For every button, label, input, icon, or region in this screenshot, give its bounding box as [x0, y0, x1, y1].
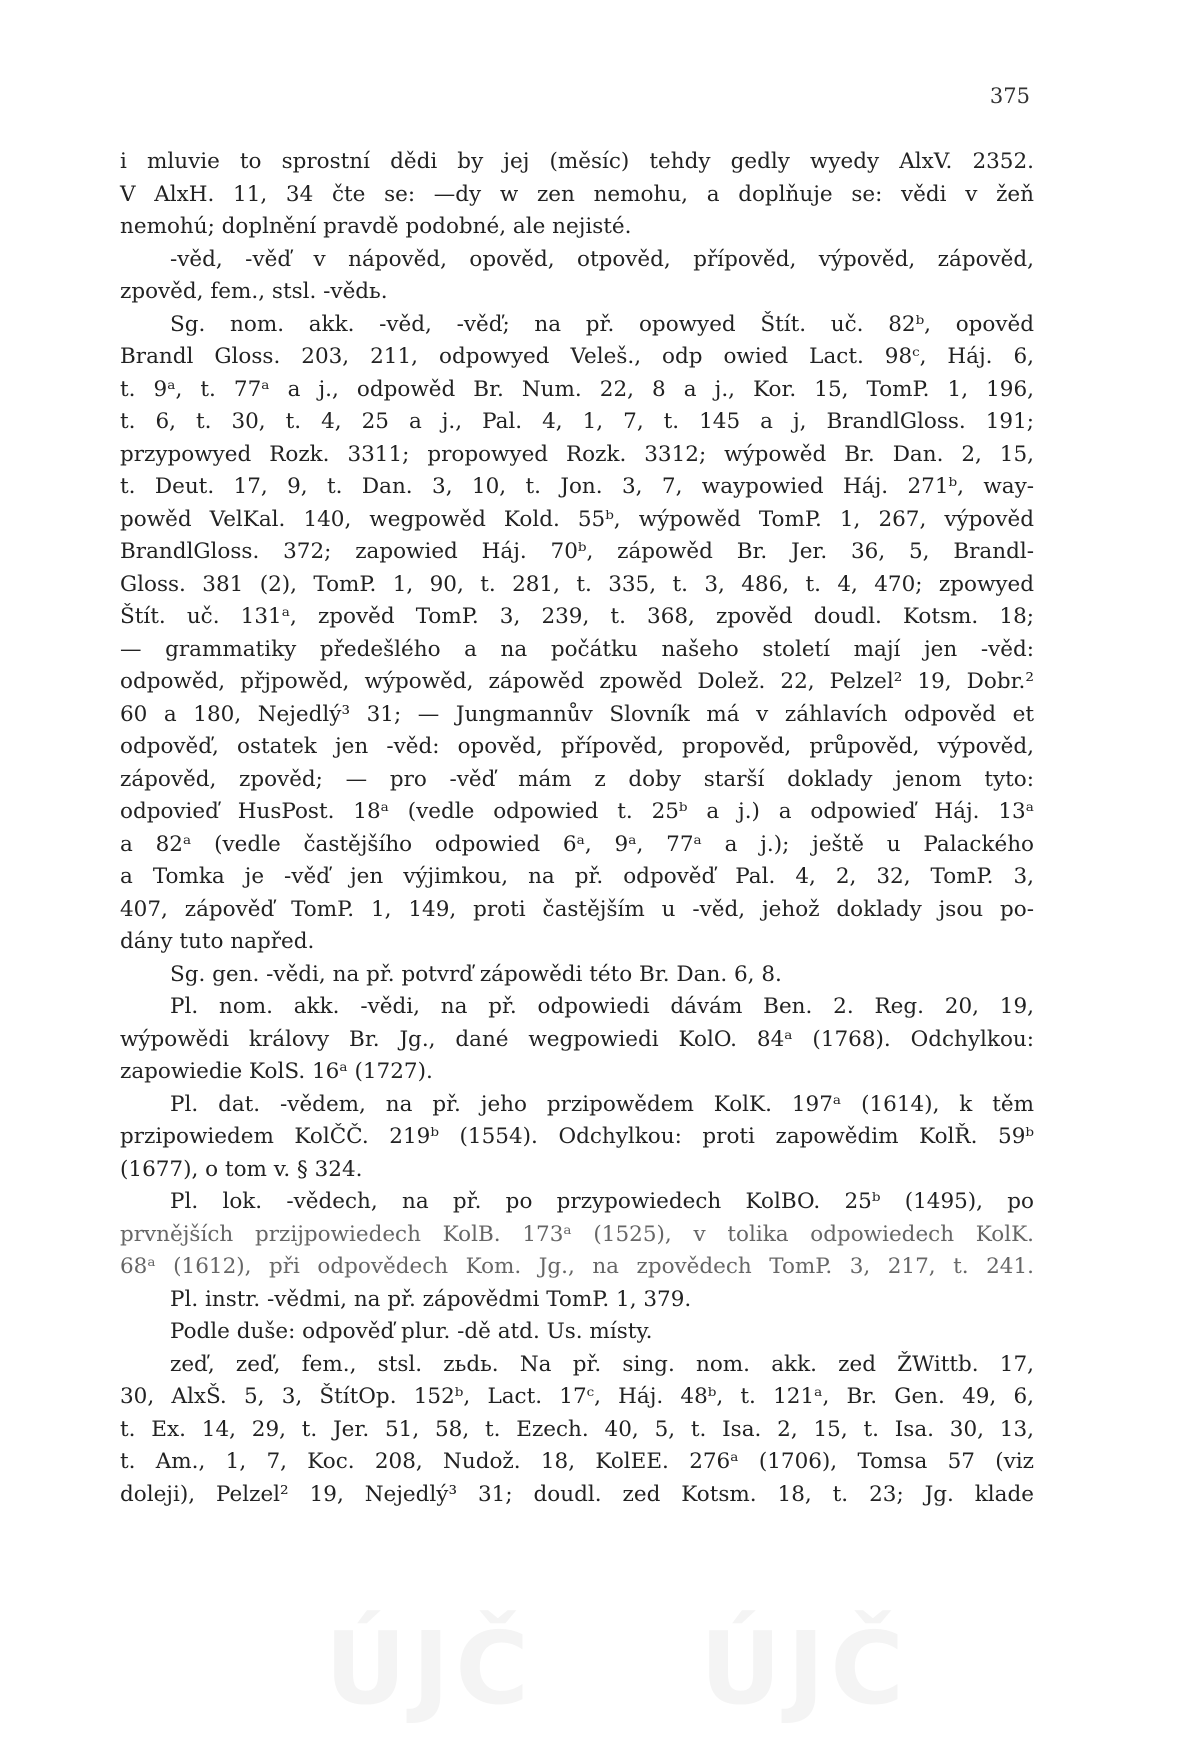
text-line: doleji), Pelzel² 19, Nejedlý³ 31; doudl. zed Kotsm. 18, t. 23; Jg. klade: [120, 1481, 1034, 1507]
dictionary-text: [120, 146, 1034, 1511]
text-line: t. Am., 1, 7, Koc. 208, Nudož. 18, KolEE. 276ᵃ (1706), Tomsa 57 (viz: [120, 1449, 1034, 1474]
text-line: -věd, -věď v nápověd, opověd, otpověd, přípověd, výpověd, zápověd,: [170, 246, 1034, 272]
watermark: [0, 1610, 1200, 1730]
text-line: 60 a 180, Nejedlý³ 31; — Jungmannův Slovník má v záhlavích odpověd et: [120, 701, 1034, 727]
text-line: przypowyed Rozk. 3311; propowyed Rozk. 3312; wýpowěd Br. Dan. 2, 15,: [120, 441, 1034, 467]
text-line: nemohú; doplnění pravdě podobné, ale nejisté.: [120, 214, 632, 239]
text-line: odpowěd, přjpowěd, wýpowěd, zápowěd zpowěd Dolež. 22, Pelzel² 19, Dobr.²: [120, 669, 1034, 694]
text-line: 30, AlxŠ. 5, 3, ŠtítOp. 152ᵇ, Lact. 17ᶜ, Háj. 48ᵇ, t. 121ᵃ, Br. Gen. 49, 6,: [120, 1384, 1034, 1409]
text-line: Štít. uč. 131ᵃ, zpověd TomP. 3, 239, t. 368, zpověd doudl. Kotsm. 18;: [120, 604, 1034, 629]
text-line: Pl. nom. akk. -vědi, na př. odpowiedi dávám Ben. 2. Reg. 20, 19,: [170, 994, 1034, 1019]
text-line: Pl. lok. -vědech, na př. po przypowiedech KolBO. 25ᵇ (1495), po: [170, 1189, 1034, 1214]
text-line: t. Ex. 14, 29, t. Jer. 51, 58, t. Ezech. 40, 5, t. Isa. 2, 15, t. Isa. 30, 13,: [120, 1416, 1034, 1442]
text-line: 407, zápověď TomP. 1, 149, proti častějším u -věd, jehož doklady jsou po-: [120, 896, 1034, 922]
text-line: odpovieď HusPost. 18ᵃ (vedle odpowied t. 25ᵇ a j.) a odpowieď Háj. 13ᵃ: [120, 799, 1034, 824]
text-line: powěd VelKal. 140, wegpowěd Kold. 55ᵇ, wýpowěd TomP. 1, 267, výpověd: [120, 506, 1034, 532]
text-line: Brandl Gloss. 203, 211, odpowyed Veleš., odp owied Lact. 98ᶜ, Háj. 6,: [120, 344, 1034, 369]
text-line: t. 9ᵃ, t. 77ᵃ a j., odpowěd Br. Num. 22, 8 a j., Kor. 15, TomP. 1, 196,: [120, 376, 1034, 402]
text-line: Pl. instr. -vědmi, na př. zápovědmi TomP. 1, 379.: [170, 1286, 692, 1312]
text-line: t. 6, t. 30, t. 4, 25 a j., Pal. 4, 1, 7, t. 145 a j, BrandlGloss. 191;: [120, 409, 1034, 434]
text-line: a Tomka je -věď jen výjimkou, na př. odpověď Pal. 4, 2, 32, TomP. 3,: [120, 864, 1034, 889]
text-line: odpověď, ostatek jen -věd: opověd, přípověd, propověd, průpověd, výpověd,: [120, 734, 1034, 759]
text-line: zeď, zeď, fem., stsl. zьdь. Na př. sing. nom. akk. zed ŽWittb. 17,: [170, 1351, 1034, 1377]
text-line: (1677), o tom v. § 324.: [120, 1156, 363, 1182]
text-line: 68ᵃ (1612), při odpovědech Kom. Jg., na zpovědech TomP. 3, 217, t. 241.: [120, 1254, 1034, 1279]
text-line: zapowiedie KolS. 16ᵃ (1727).: [120, 1059, 433, 1084]
text-line: Gloss. 381 (2), TomP. 1, 90, t. 281, t. 335, t. 3, 486, t. 4, 470; zpowyed: [120, 571, 1034, 597]
text-line: dány tuto napřed.: [120, 929, 315, 954]
text-line: a 82ᵃ (vedle častějšího odpowied 6ᵃ, 9ᵃ, 77ᵃ a j.); ještě u Palackého: [120, 831, 1034, 857]
text-line: Sg. nom. akk. -věd, -věď; na př. opowyed Štít. uč. 82ᵇ, opověd: [170, 311, 1034, 337]
text-line: zápověd, zpověd; — pro -věď mám z doby starší doklady jenom tyto:: [120, 766, 1034, 792]
text-line: BrandlGloss. 372; zapowied Háj. 70ᵇ, zápowěd Br. Jer. 36, 5, Brandl-: [120, 539, 1034, 564]
page-number: 375: [989, 84, 1030, 108]
text-line: zpověd, fem., stsl. -vědь.: [120, 279, 388, 304]
text-line: prvnějších przijpowiedech KolB. 173ᵃ (1525), v tolika odpowiedech KolK.: [120, 1221, 1034, 1247]
text-line: Sg. gen. -vědi, na př. potvrď zápowědi této Br. Dan. 6, 8.: [170, 961, 782, 987]
text-line: — grammatiky předešlého a na počátku našeho století mají jen -věd:: [120, 636, 1034, 662]
text-line: i mluvie to sprostní dědi by jej (měsíc) tehdy gedly wyedy AlxV. 2352.: [120, 149, 1034, 174]
watermark-logo-left: ÚJČ: [325, 1610, 535, 1727]
text-line: przipowiedem KolČČ. 219ᵇ (1554). Odchylkou: proti zapowědim KolŘ. 59ᵇ: [120, 1124, 1034, 1149]
text-line: Pl. dat. -vědem, na př. jeho przipowědem KolK. 197ᵃ (1614), k těm: [170, 1091, 1034, 1117]
text-line: Podle duše: odpověď plur. -dě atd. Us. místy.: [170, 1319, 653, 1344]
text-line: wýpowědi královy Br. Jg., dané wegpowiedi KolO. 84ᵃ (1768). Odchylkou:: [120, 1026, 1034, 1052]
text-line: t. Deut. 17, 9, t. Dan. 3, 10, t. Jon. 3, 7, waypowied Háj. 271ᵇ, way-: [120, 474, 1034, 499]
watermark-logo-right: ÚJČ: [700, 1610, 910, 1727]
text-line: V AlxH. 11, 34 čte se: —dy w zen nemohu, a doplňuje se: vědi v žeň: [120, 181, 1034, 207]
